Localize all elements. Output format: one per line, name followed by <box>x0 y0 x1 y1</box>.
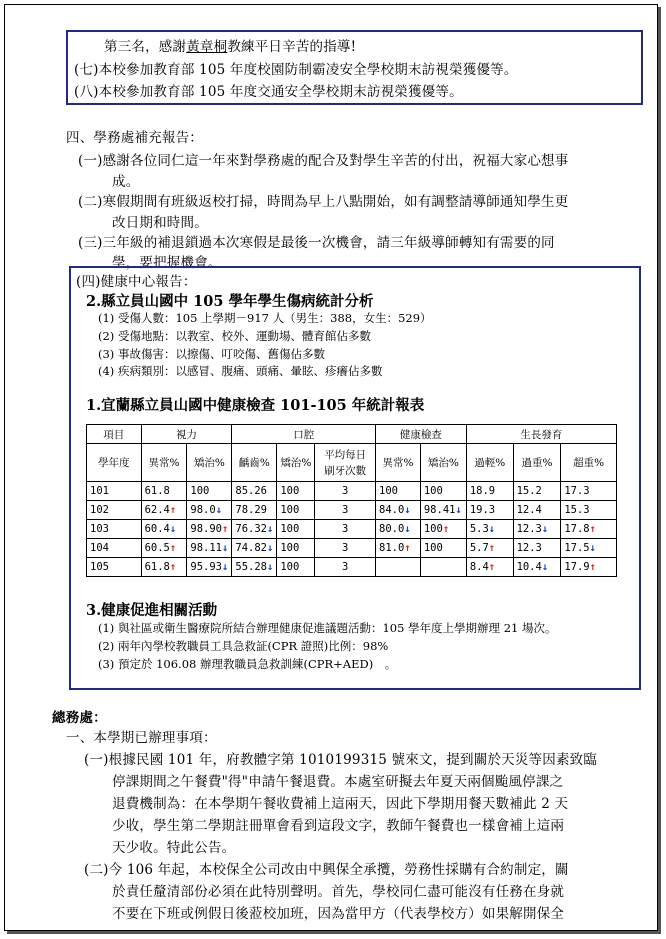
down-arrow-icon: ↓ <box>541 523 549 535</box>
down-arrow-icon: ↓ <box>266 542 274 554</box>
down-arrow-icon: ↓ <box>541 561 549 573</box>
general-p1-line5: 天少收。特此公告。 <box>112 840 236 856</box>
injury-item-1: (1) 受傷人數：105 上學期－917 人（男生：388，女生：529） <box>98 311 432 325</box>
sub-header-obese: 超重% <box>561 444 617 482</box>
cell-year: 101 <box>87 482 142 501</box>
cell-underweight: 5.7↑ <box>466 539 513 558</box>
general-p2-line2: 於責任釐清部份必須在此特別聲明。首先，學校同仁盡可能沒有任務在身就 <box>112 884 565 900</box>
coach-name: 黃章桐 <box>186 39 228 55</box>
cell-vision-abnormal: 61.8↑ <box>141 558 187 577</box>
sub-header-vision-treated: 矯治% <box>187 444 232 482</box>
header-growth: 生長發育 <box>466 425 616 444</box>
table-row <box>87 482 617 501</box>
cell-brushing: 3 <box>315 539 376 558</box>
section4-item2-cont: 改日期和時間。 <box>112 215 208 231</box>
cell-caries: 76.32↓ <box>232 520 277 539</box>
award-line-2: (七)本校參加教育部 105 年度校園防制霸凌安全學校期末訪視榮獲優等。 <box>74 62 518 78</box>
cell-caries-treated: 100 <box>277 501 315 520</box>
header-health-check: 健康檢查 <box>376 425 467 444</box>
table-group-header-row <box>87 425 617 444</box>
injury-item-4: (4) 疾病類別：以感冒、腹痛、頭痛、暈眩、疹癢佔多數 <box>98 364 383 378</box>
sub-header-year: 學年度 <box>87 444 142 482</box>
cell-caries: 85.26 <box>232 482 277 501</box>
health-title-2: 2.縣立員山國中 105 學年學生傷病統計分析 <box>86 293 374 310</box>
sub-header-brushing: 平均每日 刷牙次數 <box>315 444 376 482</box>
section4-item2: (二)寒假期間有班級返校打掃，時間為早上八點開始，如有調整請導師通知學生更 <box>78 194 569 210</box>
cell-caries: 78.29 <box>232 501 277 520</box>
general-p1-line2: 停課期間之午餐費"得"申請午餐退費。本處室研擬去年夏天兩個颱風停課之 <box>112 774 564 790</box>
cell-brushing: 3 <box>315 520 376 539</box>
up-arrow-icon: ↑ <box>404 542 411 554</box>
table-body <box>87 482 617 577</box>
up-arrow-icon: ↑ <box>488 542 496 554</box>
up-arrow-icon: ↑ <box>488 561 496 573</box>
cell-vision-abnormal: 60.4↓ <box>141 520 187 539</box>
cell-vision-treated: 100 <box>187 482 232 501</box>
activity-item-1: (1) 與社區或衛生醫療院所結合辦理健康促進議題活動：105 學年度上學期辦理 21 場次。 <box>98 621 557 635</box>
health-stats-table <box>86 424 617 577</box>
table-row <box>87 520 617 539</box>
general-p1-line4: 少收，學生第二學期註冊單會看到這段文字，教師午餐費也一樣會補上這兩 <box>112 818 565 834</box>
cell-caries: 55.28↓ <box>232 558 277 577</box>
cell-caries-treated: 100 <box>277 482 315 501</box>
down-arrow-icon: ↓ <box>404 523 411 535</box>
sub-header-check-treated: 矯治% <box>420 444 466 482</box>
health-title-3: 3.健康促進相關活動 <box>86 602 218 619</box>
general-p2-line1: (二)今 106 年起，本校保全公司改由中興保全承攬，勞務性採購有合約制定，關 <box>84 862 569 878</box>
cell-caries-treated: 100 <box>277 520 315 539</box>
cell-vision-treated: 98.0↓ <box>187 501 232 520</box>
sub-header-caries: 齲齒% <box>232 444 277 482</box>
up-arrow-icon: ↑ <box>169 504 177 516</box>
cell-check-abnormal: 84.0↓ <box>376 501 421 520</box>
general-heading: 總務處： <box>52 710 107 726</box>
table-row <box>87 539 617 558</box>
injury-item-3: (3) 事故傷害：以擦傷、叮咬傷、舊傷佔多數 <box>98 347 325 361</box>
down-arrow-icon: ↓ <box>215 504 223 516</box>
cell-underweight: 18.9 <box>466 482 513 501</box>
cell-year: 104 <box>87 539 142 558</box>
general-p1-line1: (一)根據民國 101 年，府教體字第 1010199315 號來文，提到關於天災等因素致臨 <box>84 752 598 768</box>
header-vision: 視力 <box>141 425 232 444</box>
cell-obese: 15.3 <box>561 501 617 520</box>
sub-header-overweight: 過重% <box>513 444 561 482</box>
cell-caries: 74.82↓ <box>232 539 277 558</box>
down-arrow-icon: ↓ <box>169 523 177 535</box>
section4-item1-cont: 成。 <box>112 174 140 190</box>
down-arrow-icon: ↓ <box>589 542 596 554</box>
sub-header-underweight: 過輕% <box>466 444 513 482</box>
cell-caries-treated: 100 <box>277 539 315 558</box>
cell-check-abnormal: 80.0↓ <box>376 520 421 539</box>
sub-header-vision-abnormal: 異常% <box>141 444 187 482</box>
cell-overweight: 12.4 <box>513 501 561 520</box>
cell-year: 102 <box>87 501 142 520</box>
activity-item-3: (3) 預定於 106.08 辦理教職員急救訓練(CPR+AED) 。 <box>98 657 397 671</box>
cell-overweight: 15.2 <box>513 482 561 501</box>
cell-underweight: 19.3 <box>466 501 513 520</box>
section4-heading: 四、學務處補充報告： <box>66 130 203 146</box>
cell-vision-abnormal: 61.8 <box>141 482 187 501</box>
cell-vision-abnormal: 60.5↑ <box>141 539 187 558</box>
cell-overweight: 10.4↓ <box>513 558 561 577</box>
table-sub-header-row <box>87 444 617 482</box>
cell-check-treated <box>420 558 466 577</box>
general-p2-line3: 不要在下班或例假日後蒞校加班，因為當甲方（代表學校方）如果解開保全 <box>112 906 565 922</box>
down-arrow-icon: ↓ <box>488 523 496 535</box>
cell-check-treated: 100↑ <box>420 520 466 539</box>
section4-item3: (三)三年級的補退鎖過本次寒假是最後一次機會，請三年級導師轉知有需要的同 <box>78 235 555 251</box>
cell-brushing: 3 <box>315 558 376 577</box>
sub-header-caries-treated: 矯治% <box>277 444 315 482</box>
cell-check-abnormal: 100 <box>376 482 421 501</box>
activity-item-2: (2) 兩年內學校教職員工具急救証(CPR 證照)比例：98% <box>98 639 389 653</box>
cell-vision-abnormal: 62.4↑ <box>141 501 187 520</box>
up-arrow-icon: ↑ <box>589 561 596 573</box>
general-sub-heading: 一、本學期已辦理事項： <box>66 730 217 746</box>
cell-check-treated: 100 <box>420 539 466 558</box>
award-line-1: 第三名，感謝黃章桐教練平日辛苦的指導! <box>104 39 357 55</box>
cell-check-abnormal <box>376 558 421 577</box>
cell-underweight: 5.3↓ <box>466 520 513 539</box>
general-p1-line3: 退費機制為：在本學期午餐收費補上這兩天，因此下學期用餐天數補此 2 天 <box>112 796 569 812</box>
section4-item3-cont: 學，要把握機會。 <box>112 255 222 271</box>
cell-check-treated: 100 <box>420 482 466 501</box>
down-arrow-icon: ↓ <box>222 561 229 573</box>
cell-obese: 17.5↓ <box>561 539 617 558</box>
section4-item1: (一)感謝各位同仁這一年來對學務處的配合及對學生辛苦的付出，祝福大家心想事 <box>78 153 569 169</box>
cell-obese: 17.9↑ <box>561 558 617 577</box>
cell-year: 105 <box>87 558 142 577</box>
cell-overweight: 12.3↓ <box>513 520 561 539</box>
down-arrow-icon: ↓ <box>266 561 274 573</box>
sub-header-check-abnormal: 異常% <box>376 444 421 482</box>
header-oral: 口腔 <box>232 425 376 444</box>
down-arrow-icon: ↓ <box>404 504 411 516</box>
cell-vision-treated: 95.93↓ <box>187 558 232 577</box>
cell-underweight: 8.4↑ <box>466 558 513 577</box>
header-item: 項目 <box>87 425 142 444</box>
down-arrow-icon: ↓ <box>222 542 229 554</box>
table-row <box>87 558 617 577</box>
down-arrow-icon: ↓ <box>266 523 274 535</box>
cell-obese: 17.3 <box>561 482 617 501</box>
cell-brushing: 3 <box>315 501 376 520</box>
cell-vision-treated: 98.90↑ <box>187 520 232 539</box>
award-line-3: (八)本校參加教育部 105 年度交通安全學校期末訪視榮獲優等。 <box>74 84 463 100</box>
up-arrow-icon: ↑ <box>169 542 177 554</box>
up-arrow-icon: ↑ <box>169 561 177 573</box>
up-arrow-icon: ↑ <box>222 523 229 535</box>
cell-caries-treated: 100 <box>277 558 315 577</box>
cell-check-treated: 98.41↓ <box>420 501 466 520</box>
injury-item-2: (2) 受傷地點：以教室、校外、運動場、體育館佔多數 <box>98 329 371 343</box>
health-heading: (四)健康中心報告： <box>76 274 197 290</box>
down-arrow-icon: ↓ <box>455 504 462 516</box>
cell-check-abnormal: 81.0↑ <box>376 539 421 558</box>
cell-year: 103 <box>87 520 142 539</box>
table-row <box>87 501 617 520</box>
cell-vision-treated: 98.11↓ <box>187 539 232 558</box>
up-arrow-icon: ↑ <box>442 523 450 535</box>
cell-brushing: 3 <box>315 482 376 501</box>
health-title-1: 1.宜蘭縣立員山國中健康檢查 101-105 年統計報表 <box>86 397 425 414</box>
up-arrow-icon: ↑ <box>589 523 596 535</box>
cell-overweight: 12.3 <box>513 539 561 558</box>
cell-obese: 17.8↑ <box>561 520 617 539</box>
